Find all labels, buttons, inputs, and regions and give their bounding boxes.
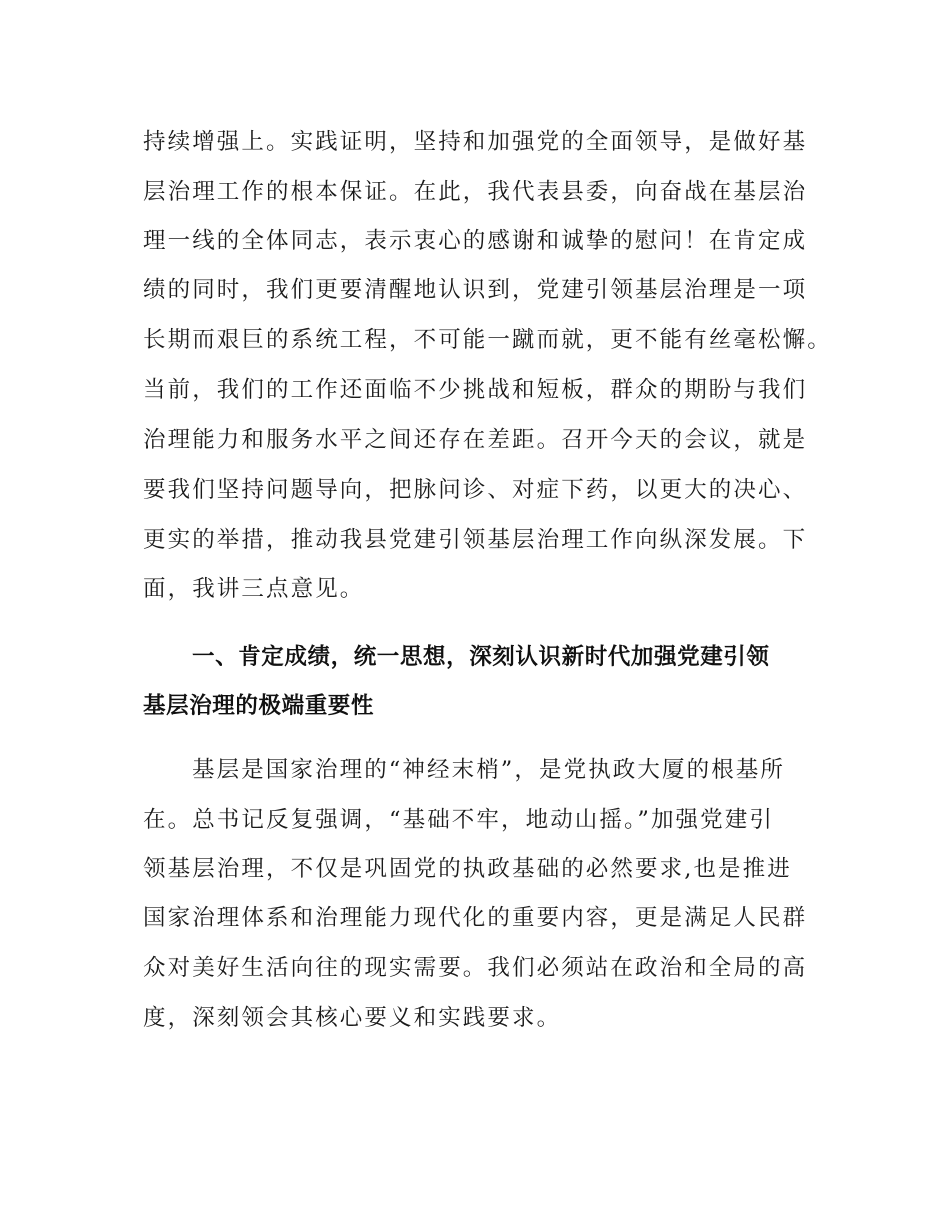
text-line: 理一线的全体同志，表示衷心的感谢和诚挚的慰问！在肯定成 — [143, 228, 808, 254]
text-line: 长期而艰巨的系统工程，不可能一蹴而就，更不能有丝毫松懈。 — [143, 327, 832, 353]
text-line: 度，深刻领会其核心要义和实践要求。 — [143, 1005, 562, 1031]
text-line: 当前，我们的工作还面临不少挑战和短板，群众的期盼与我们 — [143, 377, 808, 403]
heading-line: 基层治理的极端重要性 — [143, 693, 375, 719]
text-line: 在。总书记反复强调，“基础不牢，地动山摇。”加强党建引 — [143, 807, 774, 833]
text-line: 领基层治理，不仅是巩固党的执政基础的必然要求,也是推进 — [143, 856, 792, 882]
text-line: 面，我讲三点意见。 — [143, 576, 365, 602]
text-line: 绩的同时，我们更要清醒地认识到，党建引领基层治理是一项 — [143, 277, 808, 303]
text-line: 持续增强上。实践证明，坚持和加强党的全面领导，是做好基 — [143, 129, 808, 155]
text-line: 层治理工作的根本保证。在此，我代表县委，向奋战在基层治 — [143, 179, 808, 205]
heading-line: 一、肯定成绩，统一思想，深刻认识新时代加强党建引领 — [192, 644, 770, 670]
text-line: 众对美好生活向往的现实需要。我们必须站在政治和全局的高 — [143, 955, 808, 981]
text-line: 国家治理体系和治理能力现代化的重要内容，更是满足人民群 — [143, 905, 808, 931]
text-line: 基层是国家治理的“神经末梢”，是党执政大厦的根基所 — [192, 757, 786, 783]
text-line: 治理能力和服务水平之间还存在差距。召开今天的会议，就是 — [143, 427, 808, 453]
text-line: 要我们坚持问题导向，把脉问诊、对症下药，以更大的决心、 — [143, 477, 808, 503]
text-line: 更实的举措，推动我县党建引领基层治理工作向纵深发展。下 — [143, 527, 808, 553]
